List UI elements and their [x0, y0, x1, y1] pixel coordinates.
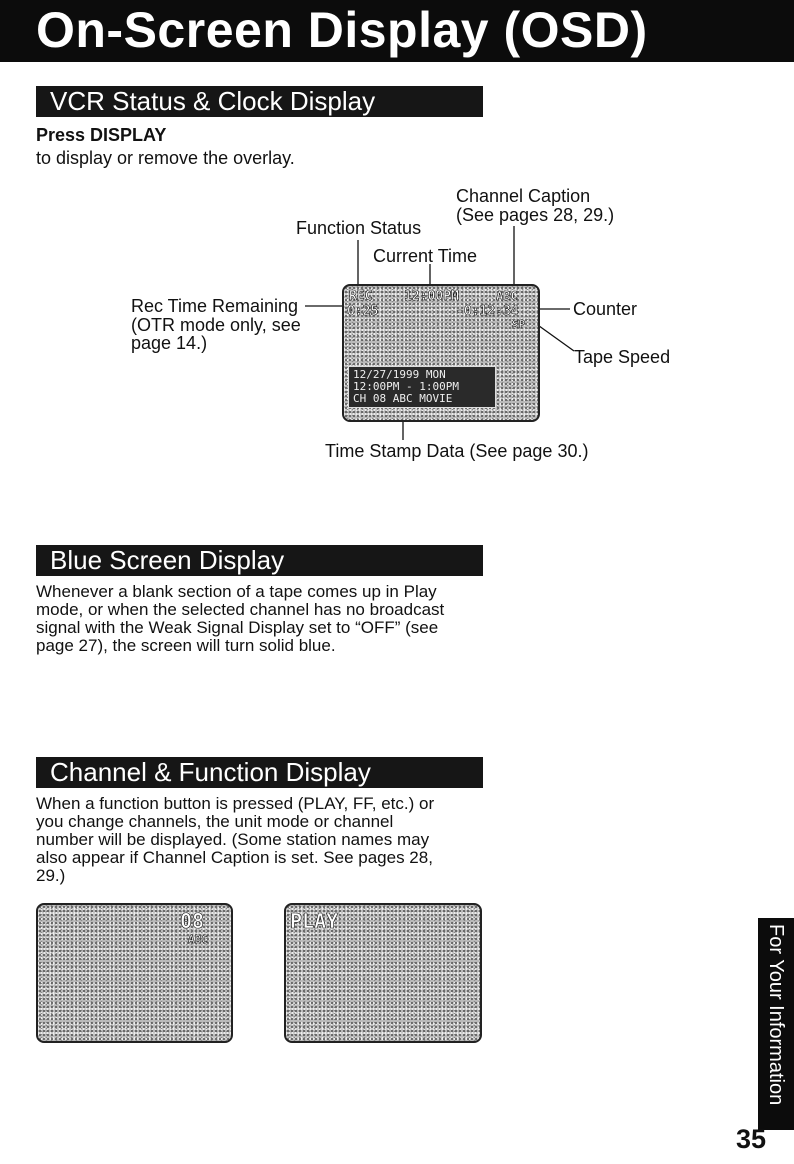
channel-display-screen — [36, 903, 233, 1043]
section-heading-channel-function-text: Channel & Function Display — [50, 757, 371, 787]
osd-channel-caption: ABC — [496, 289, 518, 303]
channel-function-line: also appear if Channel Caption is set. See pages 28, — [36, 848, 433, 867]
osd-stamp-line-3: CH 08 ABC MOVIE — [353, 392, 453, 405]
callout-current-time: Current Time — [373, 246, 478, 266]
callout-channel-caption: Channel Caption — [456, 186, 591, 206]
blue-screen-paragraph — [36, 583, 496, 655]
callout-rec-time-note-2: page 14.) — [131, 333, 208, 353]
osd-rec-time-remaining: 0:25 — [347, 304, 379, 319]
section-heading-blue-screen-text: Blue Screen Display — [50, 545, 285, 575]
page-title: On-Screen Display (OSD) — [36, 2, 648, 58]
blue-screen-line: mode, or when the selected channel has no broadcast — [36, 600, 445, 619]
osd-current-time: 12:00PM — [404, 289, 459, 304]
blue-screen-line: Whenever a blank section of a tape comes up in Play — [36, 582, 437, 601]
osd-play-mode: PLAY — [290, 909, 339, 933]
channel-function-line: number will be displayed. (Some station names may — [36, 830, 430, 849]
page-number: 35 — [736, 1124, 767, 1154]
callout-counter: Counter — [573, 299, 638, 319]
callout-function-status: Function Status — [296, 218, 422, 238]
section-heading-vcr-status-text: VCR Status & Clock Display — [50, 86, 376, 116]
callout-tape-speed: Tape Speed — [574, 347, 671, 367]
press-display-label: Press DISPLAY — [36, 125, 167, 145]
vcr-status-screen — [342, 284, 540, 422]
osd-rec: REC — [349, 289, 373, 304]
osd-channel-number: 08 — [180, 909, 205, 933]
blue-screen-line: page 27), the screen will turn solid blue. — [36, 636, 336, 655]
channel-function-paragraph — [36, 795, 496, 885]
side-tab — [758, 918, 794, 1130]
osd-time-stamp-box — [348, 366, 496, 408]
channel-function-line: When a function button is pressed (PLAY, FF, etc.) or — [36, 794, 435, 813]
osd-stamp-line-1: 12/27/1999 MON — [353, 368, 446, 381]
osd-channel-caption-small: ABC — [188, 933, 208, 946]
osd-stamp-line-2: 12:00PM - 1:00PM — [353, 380, 459, 393]
callout-time-stamp: Time Stamp Data (See page 30.) — [325, 441, 589, 461]
channel-function-line: you change channels, the unit mode or channel — [36, 812, 394, 831]
section-heading-channel-function — [36, 757, 483, 788]
osd-counter: -0:12:34 — [456, 304, 519, 319]
press-display-instruction: to display or remove the overlay. — [36, 148, 295, 168]
callout-rec-time-note-1: (OTR mode only, see — [131, 315, 301, 335]
osd-tape-speed: SP — [512, 318, 526, 331]
blue-screen-line: signal with the Weak Signal Display set to “OFF” (see — [36, 618, 439, 637]
callout-rec-time-remaining: Rec Time Remaining — [131, 296, 299, 316]
callout-channel-caption-ref: (See pages 28, 29.) — [456, 205, 615, 225]
section-heading-blue-screen — [36, 545, 483, 576]
channel-function-line: 29.) — [36, 866, 66, 885]
function-display-screen — [284, 903, 482, 1043]
side-tab-label: For Your Information — [765, 924, 787, 1106]
